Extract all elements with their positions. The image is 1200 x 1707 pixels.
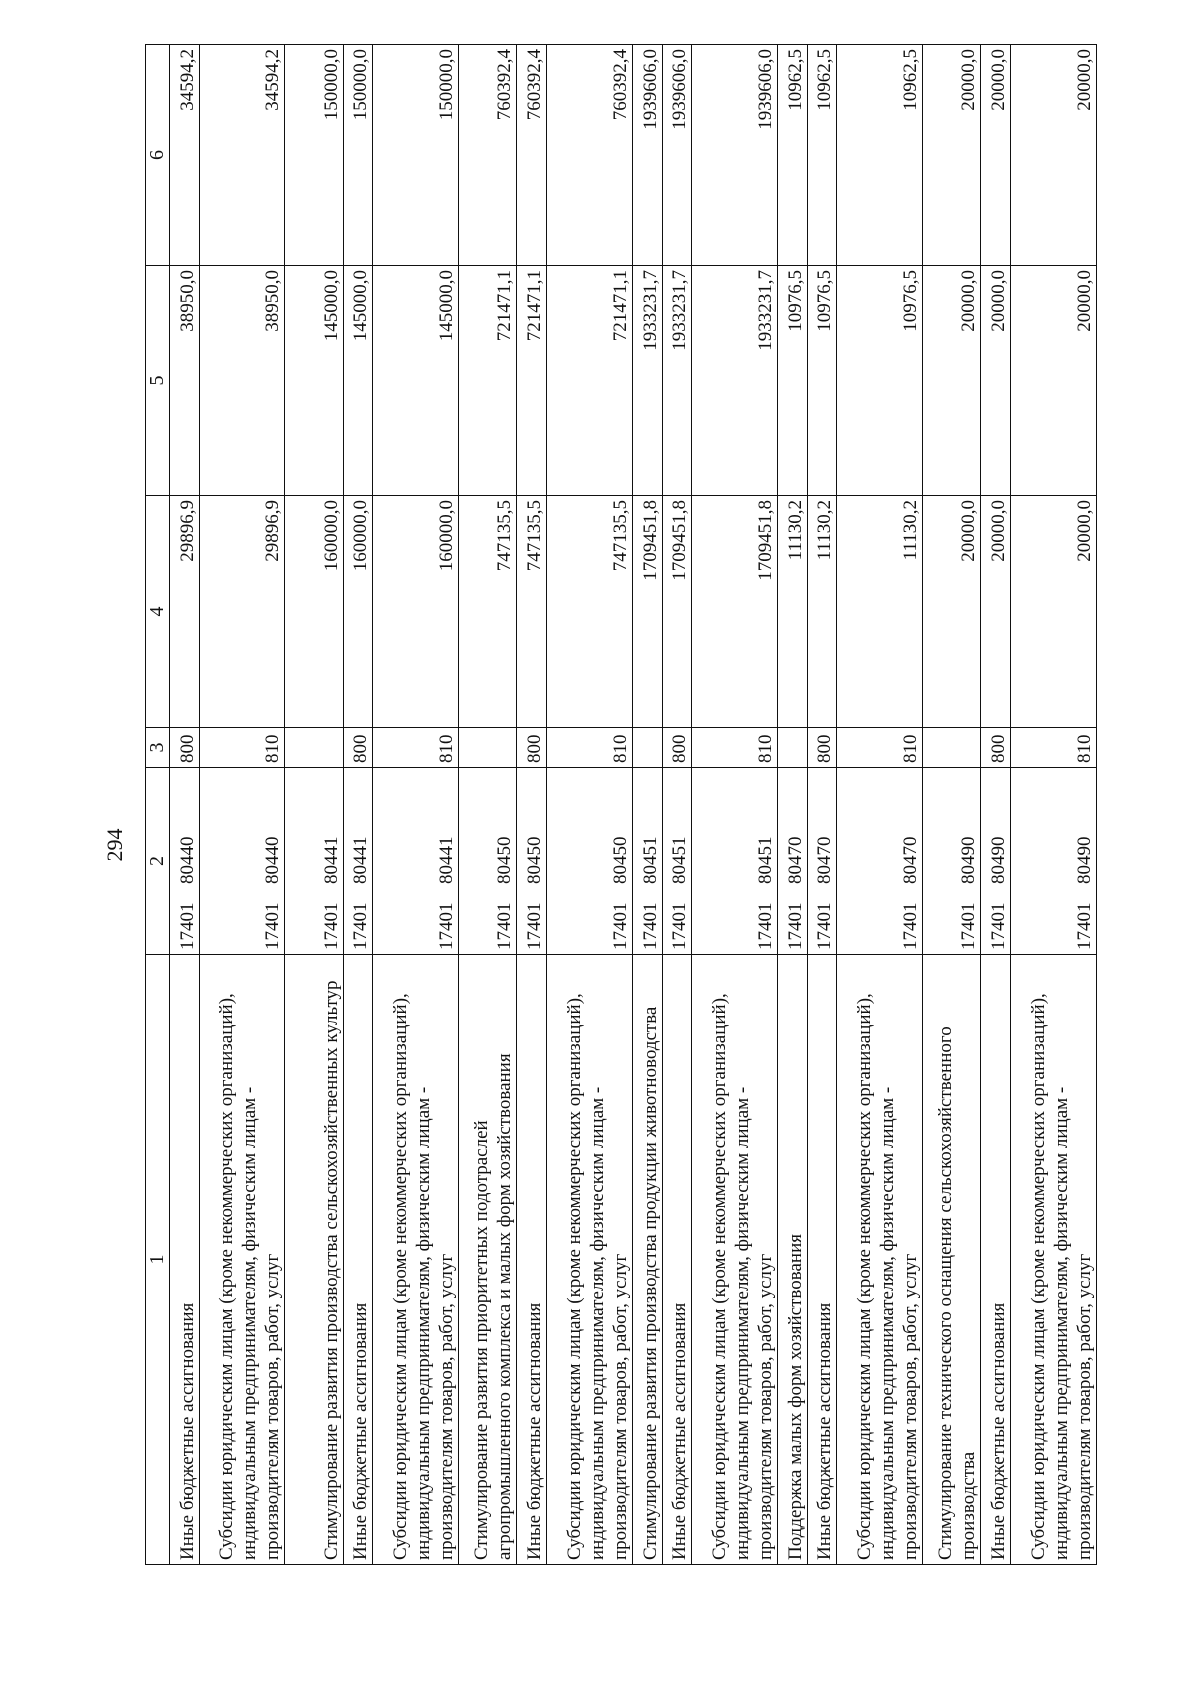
code-part-1: 17401 (350, 902, 372, 950)
table-row (517, 45, 547, 1565)
row-code (285, 768, 343, 955)
code-part-1: 17401 (1074, 902, 1095, 950)
code-part-2: 80440 (262, 836, 284, 884)
header-row (146, 45, 170, 1565)
row-value-6: 20000,0 (923, 45, 981, 266)
code-part-2: 80451 (639, 836, 661, 884)
code-part-2: 80450 (524, 836, 546, 884)
row-value-6: 150000,0 (285, 45, 343, 266)
row-value-5: 10976,5 (807, 266, 837, 496)
row-name: Поддержка малых форм хозяйствования (778, 955, 808, 1565)
table-row (459, 45, 517, 1565)
row-value-6: 10962,5 (837, 45, 923, 266)
row-name: Стимулирование технического оснащения сельскохозяйственного производства (923, 955, 981, 1565)
row-value-4: 29896,9 (199, 496, 285, 728)
row-name: Стимулирование развития приоритетных подотраслей агропромышленного комплекса и малых форм хозяйствования (459, 955, 517, 1565)
code-part-1: 17401 (609, 902, 631, 950)
row-vr: 800 (662, 728, 692, 768)
code-part-1: 17401 (436, 902, 458, 950)
row-vr (778, 728, 808, 768)
column-header: 4 (146, 496, 170, 728)
row-code (373, 768, 459, 955)
row-value-6: 1939606,0 (632, 45, 662, 266)
row-vr (923, 728, 981, 768)
row-vr (285, 728, 343, 768)
row-name: Субсидии юридическим лицам (кроме некоммерческих организаций), индивидуальным предпринимателям, физическим лицам - производителям товаров, работ, услуг (199, 955, 285, 1565)
code-part-2: 80490 (1074, 836, 1095, 884)
row-name: Субсидии юридическим лицам (кроме некоммерческих организаций), индивидуальным предпринимателям, физическим лицам - производителям товаров, работ, услуг (837, 955, 923, 1565)
row-value-6: 34594,2 (170, 45, 200, 266)
row-value-6: 20000,0 (1011, 45, 1097, 266)
row-vr: 800 (517, 728, 547, 768)
row-value-5: 10976,5 (778, 266, 808, 496)
row-vr: 810 (373, 728, 459, 768)
row-value-5: 1933231,7 (632, 266, 662, 496)
row-name: Субсидии юридическим лицам (кроме некоммерческих организаций), индивидуальным предпринимателям, физическим лицам - производителям товаров, работ, услуг (692, 955, 778, 1565)
budget-table (145, 44, 1097, 1565)
row-value-4: 160000,0 (373, 496, 459, 728)
row-value-6: 760392,4 (547, 45, 633, 266)
code-part-2: 80451 (669, 836, 691, 884)
table-row (547, 45, 633, 1565)
row-value-5: 145000,0 (373, 266, 459, 496)
row-name: Иные бюджетные ассигнования (981, 955, 1011, 1565)
row-code (632, 768, 662, 955)
code-part-1: 17401 (958, 902, 980, 950)
row-value-4: 11130,2 (778, 496, 808, 728)
column-header: 2 (146, 768, 170, 955)
row-name: Субсидии юридическим лицам (кроме некоммерческих организаций), индивидуальным предпринимателям, физическим лицам - производителям товаров, работ, услуг (547, 955, 633, 1565)
code-part-1: 17401 (900, 902, 922, 950)
row-code (662, 768, 692, 955)
row-value-5: 38950,0 (170, 266, 200, 496)
code-part-2: 80490 (958, 836, 980, 884)
row-value-5: 721471,1 (517, 266, 547, 496)
code-part-2: 80440 (176, 836, 198, 884)
row-value-4: 747135,5 (517, 496, 547, 728)
code-part-1: 17401 (784, 902, 806, 950)
row-vr: 810 (199, 728, 285, 768)
row-value-6: 10962,5 (778, 45, 808, 266)
code-part-2: 80470 (814, 836, 836, 884)
row-vr (459, 728, 517, 768)
table-row (923, 45, 981, 1565)
row-vr: 810 (1011, 728, 1097, 768)
row-vr: 800 (170, 728, 200, 768)
row-code (459, 768, 517, 955)
row-code (1011, 768, 1097, 955)
row-vr: 800 (981, 728, 1011, 768)
table-row (343, 45, 373, 1565)
table-row (1011, 45, 1097, 1565)
table-row (199, 45, 285, 1565)
row-name: Иные бюджетные ассигнования (343, 955, 373, 1565)
row-value-4: 11130,2 (807, 496, 837, 728)
code-part-1: 17401 (639, 902, 661, 950)
row-vr (632, 728, 662, 768)
row-value-4: 1709451,8 (632, 496, 662, 728)
row-vr: 810 (692, 728, 778, 768)
row-name: Иные бюджетные ассигнования (662, 955, 692, 1565)
row-name: Субсидии юридическим лицам (кроме некоммерческих организаций), индивидуальным предпринимателям, физическим лицам - производителям товаров, работ, услуг (373, 955, 459, 1565)
code-part-1: 17401 (814, 902, 836, 950)
code-part-2: 80441 (436, 836, 458, 884)
row-value-6: 150000,0 (343, 45, 373, 266)
row-value-4: 1709451,8 (662, 496, 692, 728)
code-part-1: 17401 (755, 902, 777, 950)
row-name: Стимулирование развития производства сельскохозяйственных культур (285, 955, 343, 1565)
row-value-6: 10962,5 (807, 45, 837, 266)
row-value-6: 760392,4 (459, 45, 517, 266)
column-header: 6 (146, 45, 170, 266)
row-code (923, 768, 981, 955)
row-vr: 810 (837, 728, 923, 768)
row-value-4: 11130,2 (837, 496, 923, 728)
table-row (632, 45, 662, 1565)
code-part-2: 80470 (784, 836, 806, 884)
column-header: 1 (146, 955, 170, 1565)
code-part-1: 17401 (320, 902, 342, 950)
code-part-2: 80451 (755, 836, 777, 884)
table-row (662, 45, 692, 1565)
code-part-1: 17401 (988, 902, 1010, 950)
row-code (981, 768, 1011, 955)
table-row (285, 45, 343, 1565)
code-part-2: 80450 (494, 836, 516, 884)
row-name: Иные бюджетные ассигнования (170, 955, 200, 1565)
code-part-2: 80450 (609, 836, 631, 884)
row-name: Иные бюджетные ассигнования (517, 955, 547, 1565)
table-row (807, 45, 837, 1565)
row-value-6: 760392,4 (517, 45, 547, 266)
row-value-4: 747135,5 (547, 496, 633, 728)
row-value-5: 1933231,7 (662, 266, 692, 496)
page-number: 294 (102, 828, 127, 862)
row-value-6: 1939606,0 (662, 45, 692, 266)
row-value-5: 721471,1 (547, 266, 633, 496)
row-code (517, 768, 547, 955)
row-value-4: 747135,5 (459, 496, 517, 728)
row-value-5: 20000,0 (981, 266, 1011, 496)
row-code (170, 768, 200, 955)
row-value-5: 145000,0 (285, 266, 343, 496)
row-value-5: 1933231,7 (692, 266, 778, 496)
row-vr: 800 (807, 728, 837, 768)
row-code (199, 768, 285, 955)
row-name: Иные бюджетные ассигнования (807, 955, 837, 1565)
row-value-5: 721471,1 (459, 266, 517, 496)
row-value-4: 20000,0 (1011, 496, 1097, 728)
code-part-2: 80441 (320, 836, 342, 884)
row-value-4: 29896,9 (170, 496, 200, 728)
code-part-1: 17401 (494, 902, 516, 950)
code-part-1: 17401 (176, 902, 198, 950)
table-row (373, 45, 459, 1565)
code-part-2: 80470 (900, 836, 922, 884)
table-row (170, 45, 200, 1565)
table-row (778, 45, 808, 1565)
code-part-2: 80441 (350, 836, 372, 884)
row-value-5: 20000,0 (923, 266, 981, 496)
row-value-5: 20000,0 (1011, 266, 1097, 496)
row-value-6: 20000,0 (981, 45, 1011, 266)
table-row (692, 45, 778, 1565)
row-code (547, 768, 633, 955)
row-vr: 810 (547, 728, 633, 768)
row-code (837, 768, 923, 955)
row-code (778, 768, 808, 955)
rotated-page (145, 45, 1097, 1565)
row-value-6: 150000,0 (373, 45, 459, 266)
column-header: 5 (146, 266, 170, 496)
row-value-5: 38950,0 (199, 266, 285, 496)
row-name: Субсидии юридическим лицам (кроме некоммерческих организаций), индивидуальным предпринимателям, физическим лицам - производителям товаров, работ, услуг (1011, 955, 1097, 1565)
code-part-1: 17401 (669, 902, 691, 950)
row-code (692, 768, 778, 955)
row-name: Стимулирование развития производства продукции животноводства (632, 955, 662, 1565)
column-header: 3 (146, 728, 170, 768)
row-value-5: 145000,0 (343, 266, 373, 496)
row-value-4: 20000,0 (981, 496, 1011, 728)
row-code (807, 768, 837, 955)
code-part-1: 17401 (262, 902, 284, 950)
row-value-6: 1939606,0 (692, 45, 778, 266)
row-value-4: 20000,0 (923, 496, 981, 728)
row-code (343, 768, 373, 955)
row-value-4: 1709451,8 (692, 496, 778, 728)
code-part-1: 17401 (524, 902, 546, 950)
row-value-4: 160000,0 (285, 496, 343, 728)
table-row (981, 45, 1011, 1565)
table-row (837, 45, 923, 1565)
code-part-2: 80490 (988, 836, 1010, 884)
row-value-5: 10976,5 (837, 266, 923, 496)
row-value-4: 160000,0 (343, 496, 373, 728)
row-value-6: 34594,2 (199, 45, 285, 266)
row-vr: 800 (343, 728, 373, 768)
